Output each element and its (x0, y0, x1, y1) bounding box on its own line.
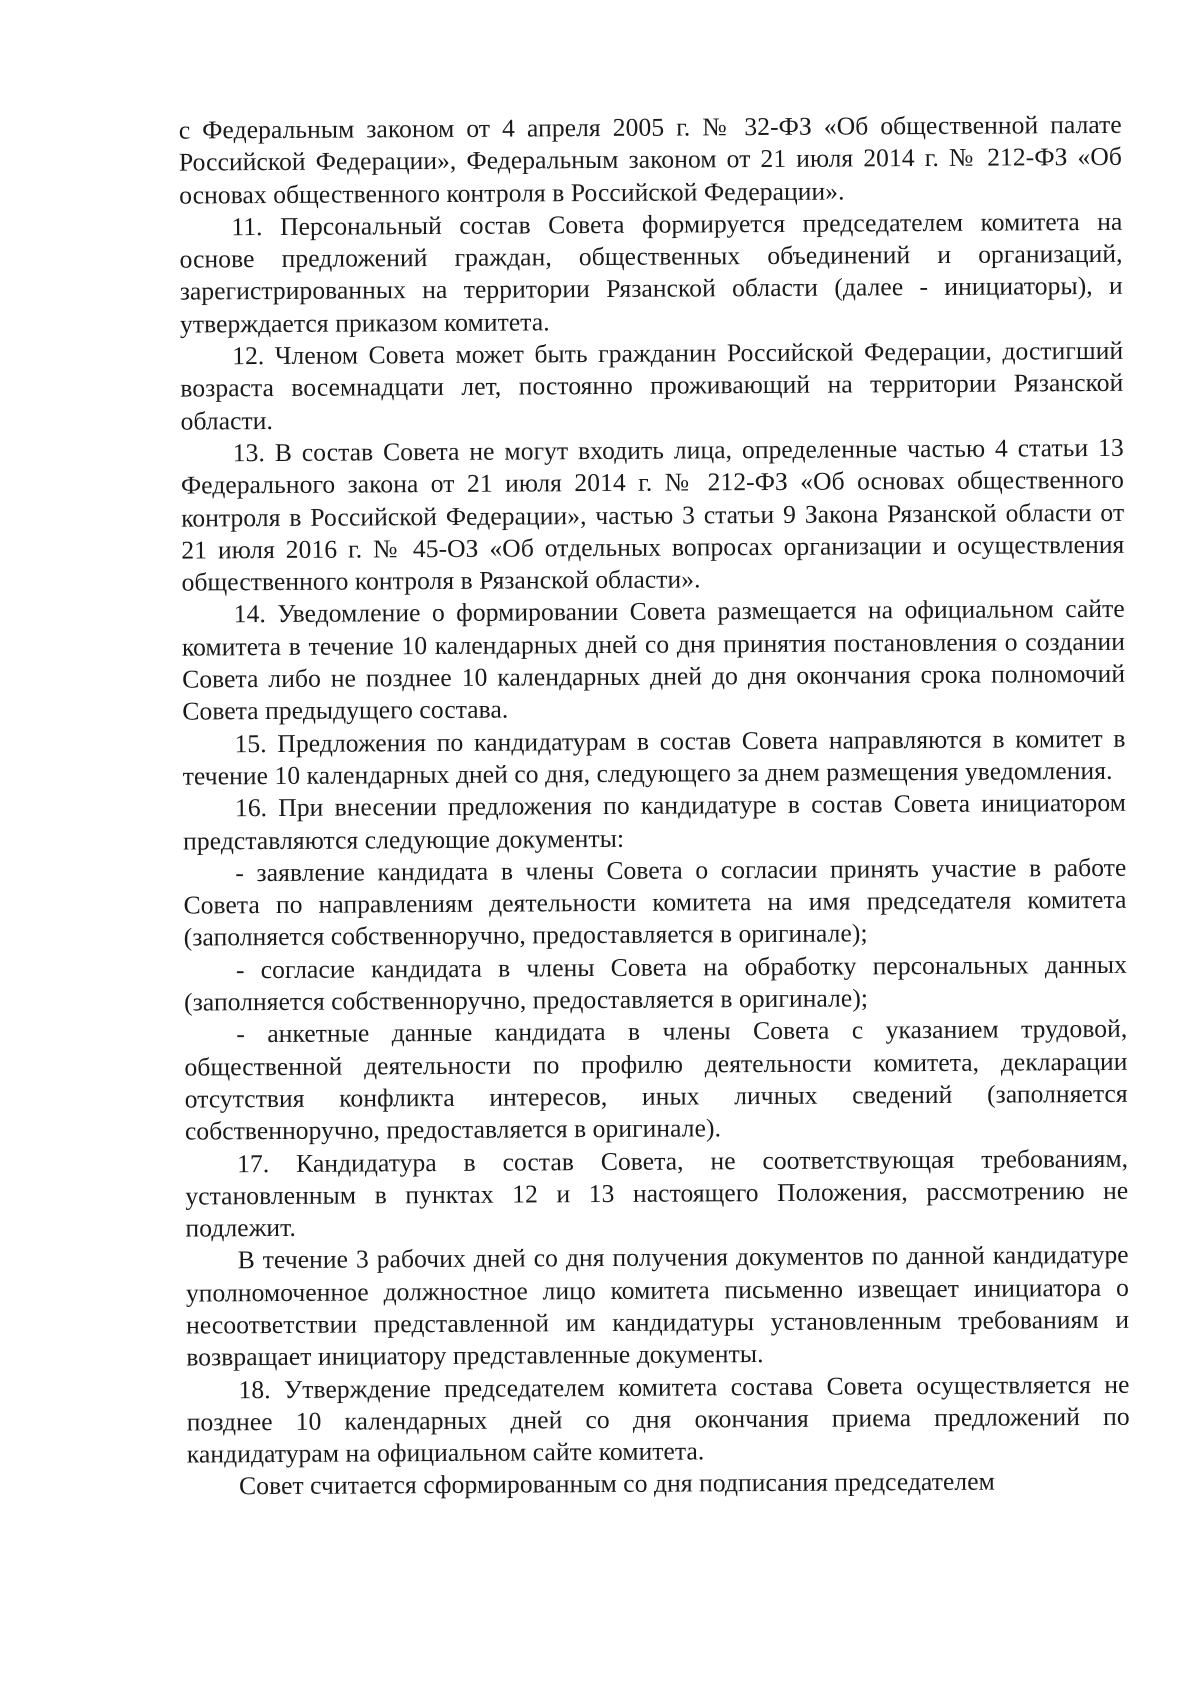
paragraph-13: 13. В состав Совета не могут входить лица, определенные частью 4 статьи 13 Федерального закона от 21 июля 2014 г. № 212-ФЗ «Об основах общественного контроля в Российской Федерации», частью 3 статьи 9 Закона Рязанской области от 21 июля 2016 г. № 45-ОЗ «Об отдельных вопросах организации и осуществления общественного контроля в Рязанской области». (180, 432, 1125, 597)
paragraph-continuation: с Федеральным законом от 4 апреля 2005 г. № 32-ФЗ «Об общественной палате Российской Федерации», Федеральным законом от 21 июля 2014 г. № 212-ФЗ «Об основах общественного контроля в Российской Федерации». (178, 109, 1123, 210)
document-body (179, 109, 1130, 1504)
list-item-application: - заявление кандидата в члены Совета о согласии принять участие в работе Совета по направлениям деятельности комитета на имя председателя комитета (заполняется собственноручно, предоставляется в оригинале); (183, 852, 1127, 952)
paragraph-12: 12. Членом Совета может быть гражданин Российской Федерации, достигший возраста восемнадцати лет, постоянно проживающий на территории Рязанской области. (180, 335, 1124, 436)
paragraph-17: 17. Кандидатура в состав Совета, не соответствующая требованиям, установленным в пунктах 12 и 13 настоящего Положения, рассмотрению не подлежит. (185, 1143, 1129, 1243)
list-item-questionnaire: - анкетные данные кандидата в члены Совета с указанием трудовой, общественной деятельности по профилю деятельности комитета, декларации отсутствия конфликта интересов, иных личных сведений (заполняется собственноручно, предоставляется в оригинале). (184, 1014, 1128, 1146)
paragraph-14: 14. Уведомление о формировании Совета размещается на официальном сайте комитета в течение 10 календарных дней со дня принятия постановления о создании Совета либо не позднее 10 календарных дней до дня окончания срока полномочий Совета предыдущего состава. (181, 594, 1126, 726)
paragraph-18: 18. Утверждение председателем комитета состава Совета осуществляется не позднее 10 календарных дней со дня окончания приема предложений по кандидатурам на официальном сайте комитета. (186, 1369, 1130, 1469)
paragraph-17-notice: В течение 3 рабочих дней со дня получения документов по данной кандидатуре уполномоченное должностное лицо комитета письменно извещает инициатора о несоответствии представленной им кандидатуры установленным требованиям и возвращает инициатору представленные документы. (185, 1240, 1130, 1372)
paragraph-11: 11. Персональный состав Совета формируется председателем комитета на основе предложений граждан, общественных объединений и организаций, зарегистрированных на территории Рязанской области (далее - инициаторы), и утверждается приказом комитета. (179, 206, 1123, 339)
paragraph-18-formation: Совет считается сформированным со дня подписания председателем (238, 1467, 995, 1501)
paragraph-15: 15. Предложения по кандидатурам в состав Совета направляются в комитет в течение 10 календарных дней со дня, следующего за днем размещения уведомления. (182, 723, 1126, 791)
paragraph-16: 16. При внесении предложения по кандидатуре в состав Совета инициатором представляются следующие документы: (183, 788, 1127, 856)
list-item-consent: - согласие кандидата в члены Совета на обработку персональных данных (заполняется собственноручно, предоставляется в оригинале); (184, 949, 1127, 1017)
